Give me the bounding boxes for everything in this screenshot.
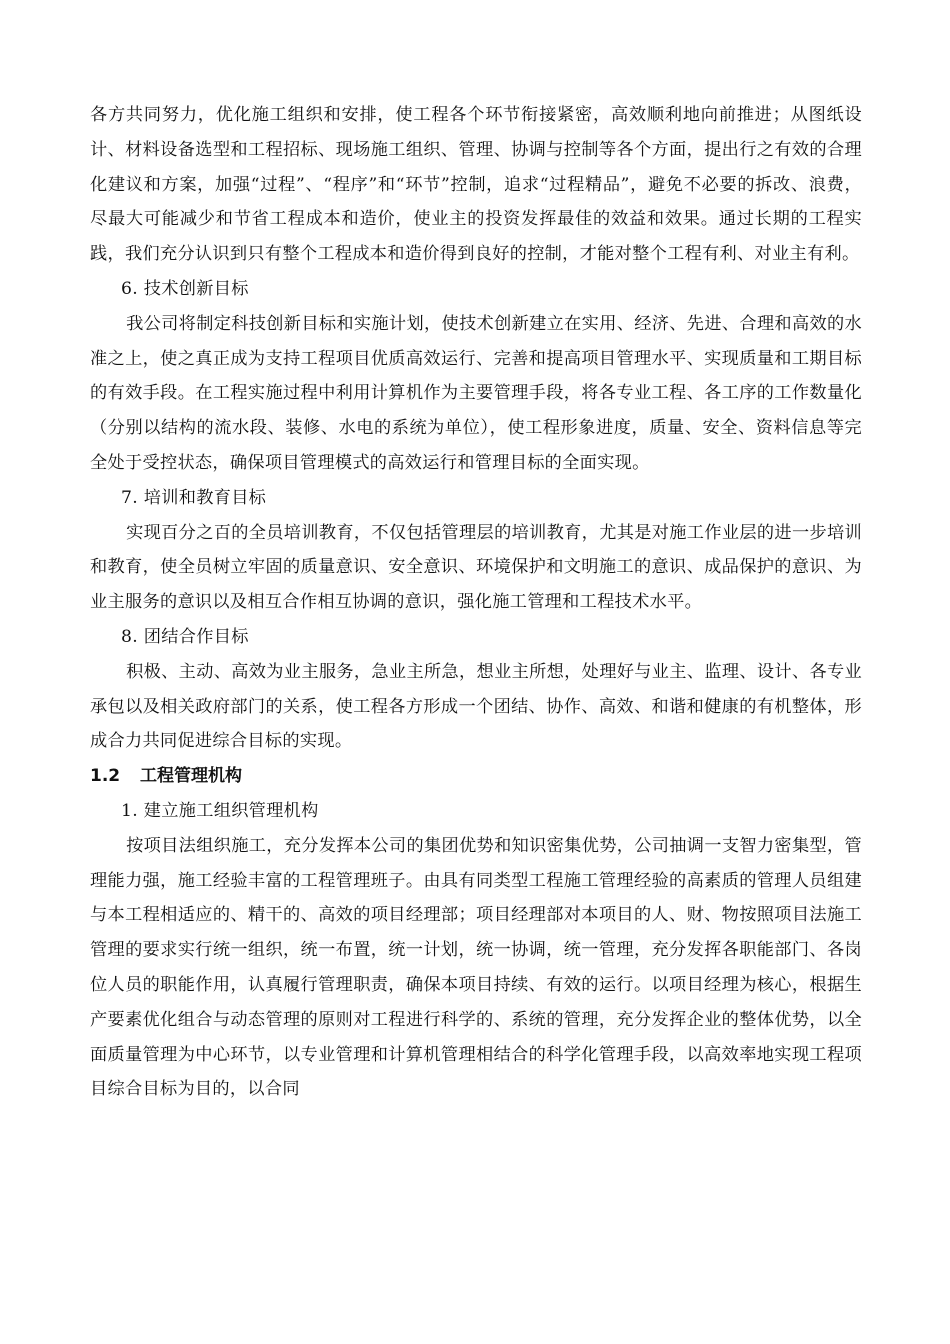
paragraph-tech-innovation: 我公司将制定科技创新目标和实施计划，使技术创新建立在实用、经济、先进、合理和高效的水准之上，使之真正成为支持工程项目优质高效运行、完善和提高项目管理水平、实现质量和工期目标的有效手段。在工程实施过程中利用计算机作为主要管理手段，将各专业工程、各工序的工作数量化（分别以结构的流水段、装修、水电的系统为单位），使工程形象进度，质量、安全、资料信息等完全处于受控状态，确保项目管理模式的高效运行和管理目标的全面实现。 xyxy=(90,313,862,473)
section-heading xyxy=(90,759,862,794)
paragraph-cost-control: 各方共同努力，优化施工组织和安排，使工程各个环节衔接紧密，高效顺利地向前推进；从图纸设计、材料设备选型和工程招标、现场施工组织、管理、协调与控制等各个方面，提出行之有效的合理化建议和方案，加强“过程”、“程序”和“环节”控制，追求“过程精品”，避免不必要的拆改、浪费，尽最大可能减少和节省工程成本和造价，使业主的投资发挥最佳的效益和效果。通过长期的工程实践，我们充分认识到只有整个工程成本和造价得到良好的控制，才能对整个工程有利、对业主有利。 xyxy=(90,105,862,265)
item-heading-teamwork: 8. 团结合作目标 xyxy=(121,626,249,647)
item-heading-tech-innovation: 6. 技术创新目标 xyxy=(121,278,249,299)
paragraph-teamwork: 积极、主动、高效为业主服务，急业主所急，想业主所想，处理好与业主、监理、设计、各专业承包以及相关政府部门的关系，使工程各方形成一个团结、协作、高效、和谐和健康的有机整体，形成合力共同促进综合目标的实现。 xyxy=(90,661,862,752)
item-heading-org-structure: 1. 建立施工组织管理机构 xyxy=(121,800,319,821)
paragraph-training: 实现百分之百的全员培训教育，不仅包括管理层的培训教育，尤其是对施工作业层的进一步培训和教育，使全员树立牢固的质量意识、安全意识、环境保护和文明施工的意识、成品保护的意识、为业主服务的意识以及相互合作相互协调的意识，强化施工管理和工程技术水平。 xyxy=(90,522,862,613)
item-heading-training: 7. 培训和教育目标 xyxy=(121,487,267,508)
paragraph-org-structure: 按项目法组织施工，充分发挥本公司的集团优势和知识密集优势，公司抽调一支智力密集型，管理能力强，施工经验丰富的工程管理班子。由具有同类型工程施工管理经验的高素质的管理人员组建与本工程相适应的、精干的、高效的项目经理部；项目经理部对本项目的人、财、物按照项目法施工管理的要求实行统一组织，统一布置，统一计划，统一协调，统一管理，充分发挥各职能部门、各岗位人员的职能作用，认真履行管理职责，确保本项目持续、有效的运行。以项目经理为核心，根据生产要素优化组合与动态管理的原则对工程进行科学的、系统的管理，充分发挥企业的整体优势，以全面质量管理为中心环节，以专业管理和计算机管理相结合的科学化管理手段，以高效率地实现工程项目综合目标为目的，以合同 xyxy=(90,835,862,1100)
section-title: 工程管理机构 xyxy=(140,766,242,787)
document-body xyxy=(90,98,862,1107)
section-number: 1.2 xyxy=(90,766,121,787)
